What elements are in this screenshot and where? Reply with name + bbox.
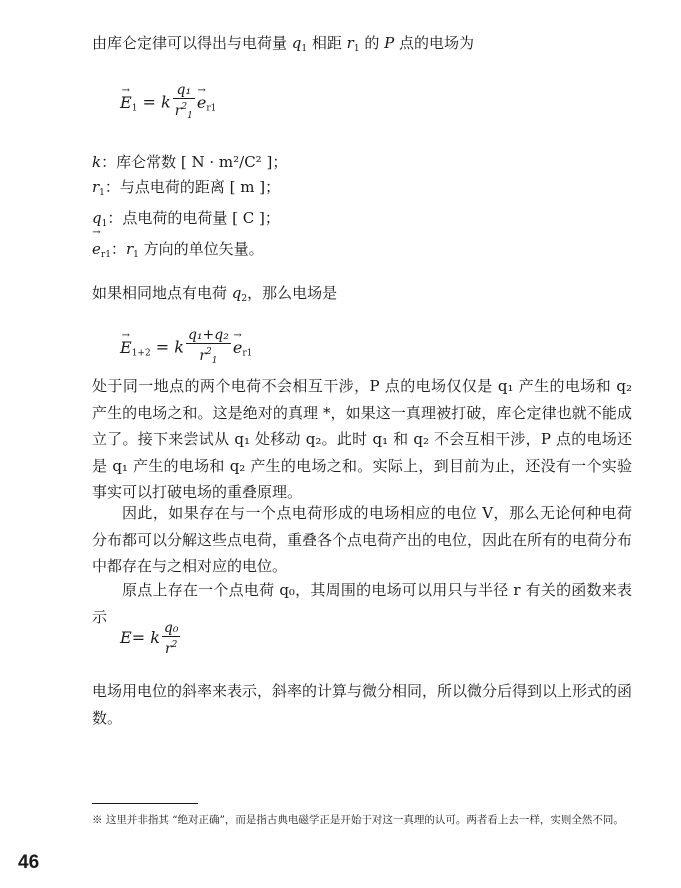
definitions-list xyxy=(92,150,287,268)
definition-r1 xyxy=(92,175,287,206)
symbol-r1: r xyxy=(346,34,354,52)
formula2-unit-vector: → e xyxy=(233,340,242,356)
formula3-fraction xyxy=(162,620,181,657)
def-text: ：点电荷的电荷量 [ C ]； xyxy=(107,209,280,227)
def-symbol-sub: r1 xyxy=(100,250,111,260)
paragraph-slope: 电场用电位的斜率来表示，斜率的计算与微分相同，所以微分后得到以上形式的函数。 xyxy=(92,682,633,727)
formula1-numerator: q₁ xyxy=(173,82,195,99)
intro-text-c: 的 xyxy=(359,34,385,52)
symbol-q1: q xyxy=(291,34,302,52)
formula2-equals: = xyxy=(150,337,175,357)
formula1-den-base: r xyxy=(174,103,182,119)
formula1-fraction xyxy=(173,82,195,124)
formula3-lhs: E xyxy=(120,628,132,647)
formula3-den-sup: 2 xyxy=(171,640,178,650)
intro-text-d: 点的电场为 xyxy=(394,34,474,52)
footnote: ※ 这里并非指其 “绝对正确”，而是指古典电磁学正是开始于对这一真理的认可。两者看上去一样，实则全然不同。 xyxy=(92,814,624,826)
formula1-k: k xyxy=(161,92,171,112)
intro-line xyxy=(92,32,632,60)
page-number: 46 xyxy=(18,852,40,873)
symbol-q1-sub: 1 xyxy=(301,44,308,54)
intro-text-a: 由库仑定律可以得出与电荷量 xyxy=(92,34,292,52)
formula2-numerator: q₁+q₂ xyxy=(187,327,229,343)
formula2-k: k xyxy=(174,337,184,357)
formula3-denominator xyxy=(162,637,181,657)
formula1-den-sup: 2 xyxy=(181,102,188,112)
same-point-text-a: 如果相同地点有电荷 xyxy=(92,284,232,302)
symbol-q2-sub: 2 xyxy=(241,294,248,304)
def-symbol-sub: 1 xyxy=(101,219,108,229)
def-colon: ： xyxy=(110,240,126,258)
formula2-den-sub: 1 xyxy=(211,356,218,366)
definition-k xyxy=(92,150,287,175)
formula3-k: k xyxy=(150,628,160,647)
formula1-lhs-sub: 1 xyxy=(131,103,138,114)
formula2-denominator xyxy=(186,344,231,369)
formula-coulomb-field xyxy=(120,82,216,124)
formula3-numerator: q₀ xyxy=(163,620,179,636)
paragraph-origin: 原点上存在一个点电荷 q₀，其周围的电场可以用只与半径 r 有关的函数来表示 xyxy=(92,581,632,626)
def-inline-symbol: r xyxy=(125,240,134,258)
formula1-lhs: → E xyxy=(120,95,132,111)
formula2-den-base: r xyxy=(199,348,207,364)
same-point-line xyxy=(92,282,632,310)
formula-origin-field xyxy=(120,620,182,657)
formula2-den-sup: 2 xyxy=(206,347,212,357)
symbol-p: P xyxy=(384,34,395,52)
formula1-den-sub: 1 xyxy=(187,111,193,121)
formula1-equals: = xyxy=(137,92,161,112)
formula1-unit-vector-sub: r1 xyxy=(206,103,217,114)
def-symbol: q xyxy=(92,209,102,227)
def-text: 方向的单位矢量。 xyxy=(138,240,264,258)
formula3-den-base: r xyxy=(164,641,172,657)
formula2-unit-vector-sub: r1 xyxy=(242,348,253,359)
paragraph-superposition: 处于同一地点的两个电荷不会相互干涉，P 点的电场仅仅是 q₁ 产生的电场和 q₂ 产生的电场之和。这是绝对的真理 *，如果这一真理被打破，库仑定律也就不能成立了。接下来尝试从 q₁ 处移动 q₂。此时 q₁ 和 q₂ 不会互相干涉，P 点的电场还是 q₁ 产生的电场和 q₂ 产生的电场之和。实际上，到目前为止，还没有一个实验事实可以打破电场的重叠原理。 xyxy=(92,377,632,502)
definition-er1 xyxy=(92,237,287,268)
symbol-r1-sub: 1 xyxy=(353,44,360,54)
def-symbol-sub: 1 xyxy=(99,188,105,198)
formula-superposed-field xyxy=(120,327,252,369)
formula3-equals: = xyxy=(131,628,151,647)
formula2-lhs: → E xyxy=(120,340,132,356)
paragraph-potential: 因此，如果存在与一个点电荷形成的电场相应的电位 V，那么无论何种电荷分布都可以分解这些点电荷，重叠各个点电荷产出的电位，因此在所有的电荷分布中都存在与之相对应的电位。 xyxy=(92,504,633,576)
formula2-fraction xyxy=(186,327,231,369)
def-inline-symbol-sub: 1 xyxy=(133,250,139,260)
def-symbol: r xyxy=(92,178,100,196)
intro-text-b: 相距 xyxy=(307,34,347,52)
formula2-lhs-sub: 1+2 xyxy=(131,348,151,359)
same-point-text-b: ，那么电场是 xyxy=(247,284,338,302)
symbol-q2: q xyxy=(231,284,242,302)
def-symbol: → e xyxy=(92,237,101,262)
formula1-denominator xyxy=(173,99,195,124)
formula1-unit-vector: → e xyxy=(197,95,206,111)
definition-q1 xyxy=(92,206,287,237)
footnote-divider xyxy=(92,803,198,804)
def-symbol: k xyxy=(92,153,102,171)
def-text: ：与点电荷的距离 [ m ]； xyxy=(104,178,281,196)
def-text: ：库仑常数 [ N · m²/C² ]； xyxy=(101,153,288,171)
